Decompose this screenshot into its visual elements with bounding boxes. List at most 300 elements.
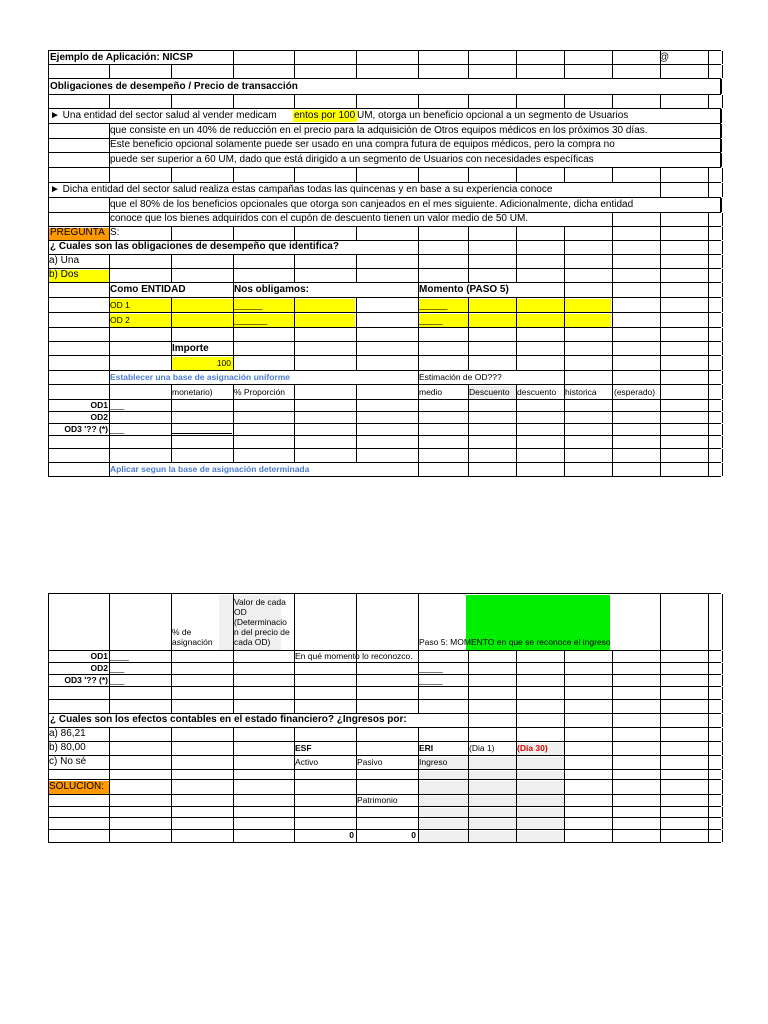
grid-cell: [294, 269, 295, 282]
nos-obligamos-heading: Nos obligamos:: [234, 284, 310, 295]
grid-cell: [516, 400, 517, 411]
grid-cell: [418, 770, 419, 779]
grid-cell: [468, 728, 469, 741]
grid-cell: [468, 328, 469, 341]
grid-cell: [660, 342, 661, 355]
grid-cell: [109, 728, 110, 741]
row-establecer: [48, 370, 721, 384]
grid-cell: [468, 241, 469, 254]
row-empty: [48, 167, 721, 182]
grid-cell: [660, 449, 661, 462]
grid-cell: [356, 269, 357, 282]
grid-cell: [708, 283, 723, 297]
grid-cell: [564, 283, 565, 297]
row-empty: [48, 327, 721, 341]
at-symbol: @: [659, 52, 670, 63]
grid-cell: [564, 818, 565, 829]
grid-cell: [109, 436, 110, 448]
grid-cell: [418, 65, 419, 78]
row-para: [48, 182, 721, 197]
grid-cell: [468, 651, 469, 662]
hdr-descuento: Descuento: [469, 387, 510, 397]
grid-cell: [356, 298, 357, 312]
grid-cell: [418, 463, 419, 476]
grid-cell: [48, 168, 49, 182]
t2-valor-3: (Determinacio: [234, 617, 287, 627]
t2-paso5: Paso 5: MOMENTO en que se reconoce el ingreso: [419, 637, 611, 647]
total-ingreso: 0: [411, 830, 416, 840]
grid-cell: [233, 780, 234, 794]
grid-cell: [516, 51, 517, 64]
grid-cell: [48, 213, 49, 226]
grid-cell: [660, 328, 661, 341]
row-headings: [48, 282, 721, 297]
grid-cell: [468, 700, 469, 713]
t2-valor-2: OD: [234, 607, 247, 617]
grid-cell: [564, 436, 565, 448]
grid-cell: [109, 795, 110, 806]
para1-line1-b: entos por 100: [294, 110, 356, 121]
grid-cell: [294, 675, 295, 686]
grid-cell: [468, 298, 469, 312]
grid-cell: [48, 770, 49, 779]
grid-cell: [468, 342, 469, 355]
grid-cell: [612, 651, 613, 662]
grid-cell: [612, 770, 613, 779]
estimacion-text: Estimación de OD???: [419, 372, 502, 382]
grid-cell: [171, 65, 172, 78]
grid-cell: [564, 449, 565, 462]
para1-line3: Este beneficio opcional solamente puede ser usado en una compra futura de equipos médicos, pero la compra no: [110, 139, 615, 150]
grid-cell: [171, 795, 172, 806]
row-preguntas: [48, 226, 721, 240]
grid-cell: [468, 463, 469, 476]
grid-cell: [109, 780, 110, 794]
grid-cell: [356, 675, 357, 686]
grid-cell: [660, 436, 661, 448]
grid-cell: [516, 95, 517, 108]
grid-cell: [612, 51, 613, 64]
grid-cell: [171, 436, 172, 448]
grid-cell: [294, 65, 295, 78]
grid-cell: [468, 255, 469, 268]
para2-line3: conoce que los bienes adquiridos con el cupón de descuento tienen un valor medio de 50 UM.: [110, 213, 529, 224]
grid-cell: [48, 356, 49, 370]
grid-cell: [660, 463, 661, 476]
grid-cell: [418, 342, 419, 355]
grid-cell: [516, 795, 517, 806]
grid-cell: [708, 687, 723, 699]
row-para: [48, 123, 721, 138]
grid-cell: [516, 168, 517, 182]
grid-cell: [564, 663, 565, 674]
grid-cell: [468, 687, 469, 699]
grid-cell: [418, 795, 419, 806]
grid-cell: [171, 227, 172, 240]
grid-cell: [612, 675, 613, 686]
grid-cell: [171, 449, 172, 462]
grid-cell: [418, 356, 419, 370]
grid-cell: [171, 313, 172, 327]
grid-cell: [233, 424, 234, 435]
grid-cell: [468, 714, 469, 727]
row-para: [48, 197, 721, 212]
grid-cell: [233, 65, 234, 78]
t2-od3: OD3 '?? (*): [64, 675, 108, 685]
grid-cell: [720, 109, 722, 123]
sheet-top: [48, 50, 721, 477]
grid-cell: [516, 342, 517, 355]
grid-cell: [564, 255, 565, 268]
grid-cell: [708, 342, 723, 355]
grid-cell: [356, 663, 357, 674]
grid-cell: [708, 269, 723, 282]
grid-cell: [708, 807, 723, 817]
grid-cell: [356, 168, 357, 182]
grid-cell: [660, 385, 661, 399]
grid-cell: [612, 95, 613, 108]
hdr-monetario: monetario): [172, 387, 213, 397]
table-row: [48, 662, 721, 674]
cell-fill: [418, 796, 564, 806]
grid-cell: [516, 663, 517, 674]
grid-cell: [660, 412, 661, 423]
row-option: [48, 268, 721, 282]
grid-cell: [294, 227, 295, 240]
grid-cell: [356, 51, 357, 64]
od1-label: OD 1: [110, 300, 130, 310]
para1-line4: puede ser superior a 60 UM, dado que está dirigido a un segmento de Usuarios con necesidades específicas: [110, 154, 594, 165]
grid-cell: [233, 342, 234, 355]
grid-cell: [171, 412, 172, 423]
row-empty: [48, 769, 721, 779]
grid-cell: [418, 780, 419, 794]
grid-cell: [233, 795, 234, 806]
grid-cell: [612, 818, 613, 829]
grid-cell: [468, 95, 469, 108]
row-label-od3: OD3 '?? (*): [64, 424, 108, 434]
grid-cell: [516, 298, 517, 312]
grid-cell: [516, 700, 517, 713]
od1-blank: ______: [234, 300, 263, 310]
establecer-text: Establecer una base de asignación uniforme: [110, 372, 290, 382]
grid-cell: [708, 594, 723, 650]
row-line: ___: [110, 400, 125, 410]
solucion-label: SOLUCION:: [49, 781, 105, 792]
grid-cell: [418, 51, 419, 64]
grid-cell: [418, 651, 419, 662]
grid-cell: [708, 830, 723, 842]
grid-cell: [708, 780, 723, 794]
row-question: [48, 240, 721, 254]
grid-cell: [564, 463, 565, 476]
grid-cell: [356, 313, 357, 327]
grid-cell: [708, 675, 723, 686]
grid-cell: [708, 168, 723, 182]
grid-cell: [708, 51, 723, 64]
grid-cell: [109, 65, 110, 78]
grid-cell: [708, 385, 723, 399]
grid-cell: [564, 687, 565, 699]
para2-line2: que el 80% de los beneficios opcionales que otorga son canjeados en el mes siguiente. Adicionalmente, dicha entidad: [110, 199, 634, 210]
grid-cell: [708, 436, 723, 448]
grid-cell: [612, 463, 613, 476]
grid-cell: [356, 342, 357, 355]
grid-cell: [233, 756, 234, 769]
grid-cell: [516, 436, 517, 448]
row-label-od2: OD2: [90, 412, 108, 422]
grid-cell: [708, 424, 723, 435]
grid-cell: [109, 269, 110, 282]
grid-cell: [48, 298, 49, 312]
grid-cell: [660, 227, 661, 240]
grid-cell: [356, 770, 357, 779]
row-line: ___: [110, 424, 125, 434]
grid-cell: [660, 65, 661, 78]
grid-cell: [612, 65, 613, 78]
row-od1: [48, 297, 721, 312]
grid-cell: [418, 328, 419, 341]
row-t2-header: [48, 593, 721, 650]
grid-cell: [48, 795, 49, 806]
grid-cell: [48, 95, 49, 108]
row-option: [48, 254, 721, 268]
grid-cell: [660, 594, 661, 650]
grid-cell: [708, 400, 723, 411]
grid-cell: [612, 241, 613, 254]
t2-pct-1: % de: [172, 627, 192, 637]
grid-cell: [171, 807, 172, 817]
grid-cell: [294, 728, 295, 741]
grid-cell: [48, 153, 49, 167]
grid-cell: [660, 95, 661, 108]
grid-cell: [612, 795, 613, 806]
grid-cell: [171, 298, 172, 312]
grid-cell: [564, 651, 565, 662]
table-row: [48, 423, 721, 435]
grid-cell: [48, 65, 49, 78]
row-empty: [48, 817, 721, 829]
t2-od1: OD1: [90, 651, 108, 661]
grid-cell: [356, 807, 357, 817]
grid-cell: [356, 412, 357, 423]
grid-cell: [233, 687, 234, 699]
grid-cell: [294, 342, 295, 355]
grid-cell: [468, 424, 469, 435]
grid-cell: [708, 95, 723, 108]
grid-cell: [564, 95, 565, 108]
grid-cell: [356, 594, 357, 650]
grid-cell: [418, 687, 419, 699]
grid-cell: [233, 728, 234, 741]
row-empty: [48, 64, 721, 78]
grid-cell: [516, 412, 517, 423]
t2-line1: ____: [110, 651, 129, 661]
table-row: [48, 674, 721, 686]
grid-cell: [660, 770, 661, 779]
grid-cell: [612, 283, 613, 297]
hdr-descuento-2: descuento: [517, 387, 557, 397]
grid-cell: [171, 742, 172, 755]
grid-cell: [356, 65, 357, 78]
grid-cell: [564, 356, 565, 370]
grid-cell: [294, 700, 295, 713]
activo-label: Activo: [295, 757, 319, 767]
grid-cell: [468, 400, 469, 411]
grid-cell: [516, 756, 517, 769]
grid-cell: [612, 227, 613, 240]
ingreso-label: Ingreso: [419, 757, 448, 767]
grid-cell: [660, 830, 661, 842]
row-label-od1: OD1: [90, 400, 108, 410]
grid-cell: [468, 51, 469, 64]
grid-cell: [468, 795, 469, 806]
table-row: [48, 411, 721, 423]
grid-cell: [109, 807, 110, 817]
grid-cell: [660, 241, 661, 254]
grid-cell: [294, 95, 295, 108]
grid-cell: [516, 313, 517, 327]
grid-cell: [516, 830, 517, 842]
hdr-historica: historica: [565, 387, 597, 397]
grid-cell: [171, 400, 172, 411]
grid-cell: [708, 65, 723, 78]
od2-blank: _______: [234, 315, 268, 325]
grid-cell: [612, 756, 613, 769]
grid-cell: [109, 687, 110, 699]
grid-cell: [109, 770, 110, 779]
grid-cell: [418, 227, 419, 240]
grid-cell: [660, 795, 661, 806]
grid-cell: [233, 95, 234, 108]
grid-cell: [48, 342, 49, 355]
cell-fill: [418, 819, 564, 829]
grid-cell: [564, 168, 565, 182]
grid-cell: [233, 328, 234, 341]
grid-cell: [468, 756, 469, 769]
grid-cell: [233, 830, 234, 842]
row-option: [48, 727, 721, 741]
grid-cell: [356, 95, 357, 108]
grid-cell: [468, 313, 469, 327]
grid-cell: [468, 269, 469, 282]
grid-cell: [564, 227, 565, 240]
row-para: [48, 212, 721, 226]
grid-cell: [612, 385, 613, 399]
grid-cell: [720, 124, 722, 138]
grid-cell: [612, 356, 613, 370]
grid-cell: [468, 436, 469, 448]
grid-cell: [294, 385, 295, 399]
grid-cell: [516, 780, 517, 794]
grid-cell: [294, 770, 295, 779]
grid-cell: [294, 436, 295, 448]
grid-cell: [708, 700, 723, 713]
option-b: b) Dos: [49, 269, 79, 280]
row-od2: [48, 312, 721, 327]
grid-cell: [564, 65, 565, 78]
row-title: [48, 50, 721, 64]
grid-cell: [468, 356, 469, 370]
grid-cell: [171, 328, 172, 341]
grid-cell: [233, 51, 234, 64]
grid-cell: [612, 298, 613, 312]
row-table-header: [48, 384, 721, 399]
grid-cell: [171, 651, 172, 662]
grid-cell: [564, 412, 565, 423]
grid-cell: [720, 139, 722, 152]
grid-cell: [48, 198, 49, 212]
grid-cell: [708, 663, 723, 674]
grid-cell: [418, 168, 419, 182]
grid-cell: [612, 371, 613, 384]
grid-cell: [516, 227, 517, 240]
grid-cell: [418, 436, 419, 448]
grid-cell: [171, 269, 172, 282]
row-aplicar: [48, 462, 721, 477]
grid-cell: [171, 700, 172, 713]
grid-cell: [516, 770, 517, 779]
grid-cell: [356, 436, 357, 448]
grid-cell: [708, 328, 723, 341]
grid-cell: [708, 795, 723, 806]
grid-cell: [109, 168, 110, 182]
grid-cell: [109, 255, 110, 268]
grid-cell: [233, 269, 234, 282]
grid-cell: [356, 818, 357, 829]
grid-cell: [48, 139, 49, 152]
row-patrimonio: [48, 794, 721, 806]
grid-cell: [708, 183, 723, 197]
importe-value: 100: [216, 358, 231, 368]
grid-cell: [109, 700, 110, 713]
grid-cell: [233, 400, 234, 411]
table-row: [48, 650, 721, 662]
grid-cell: [294, 449, 295, 462]
grid-cell: [708, 255, 723, 268]
grid-cell: [233, 356, 234, 370]
grid-cell: [233, 436, 234, 448]
cell-fill: [418, 771, 564, 779]
como-entidad-heading: Como ENTIDAD: [110, 284, 186, 295]
para1-line1-c: UM, otorga un beneficio opcional a un segmento de Usuarios: [357, 110, 629, 121]
row-para: [48, 152, 721, 167]
t2-en-que: En qué momento lo reconozco.: [295, 651, 413, 661]
grid-cell: [418, 241, 419, 254]
grid-cell: [468, 780, 469, 794]
row-subtitle: [48, 78, 721, 94]
grid-cell: [660, 283, 661, 297]
row-empty: [48, 806, 721, 817]
t2-valor-1: Valor de cada: [234, 597, 286, 607]
grid-cell: [564, 313, 565, 327]
grid-cell: [48, 449, 49, 462]
grid-cell: [660, 742, 661, 755]
grid-cell: [294, 51, 295, 64]
grid-cell: [468, 770, 469, 779]
grid-cell: [233, 770, 234, 779]
grid-cell: [660, 255, 661, 268]
grid-cell: [564, 342, 565, 355]
grid-cell: [356, 356, 357, 370]
grid-cell: [294, 818, 295, 829]
grid-cell: [48, 687, 49, 699]
para2-line1: ► Dicha entidad del sector salud realiza estas campañas todas las quincenas y en base a su experiencia conoce: [50, 184, 553, 195]
grid-cell: [612, 830, 613, 842]
grid-cell: [233, 449, 234, 462]
grid-cell: [233, 255, 234, 268]
grid-cell: [516, 65, 517, 78]
